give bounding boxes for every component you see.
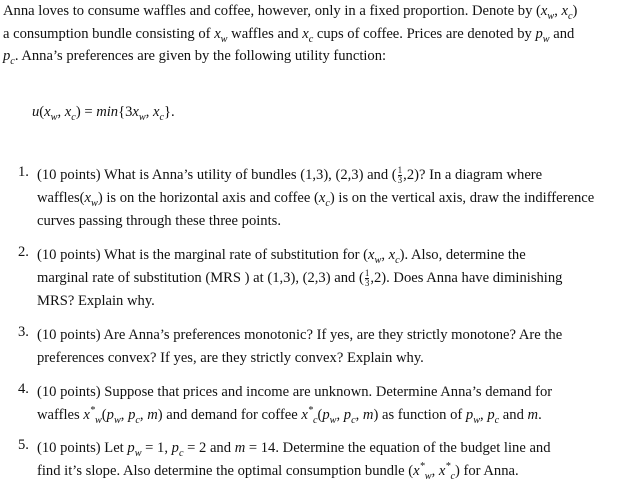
intro-line-3 xyxy=(3,45,624,68)
math-text: ) = xyxy=(75,104,97,120)
math-symbol: x xyxy=(84,190,92,206)
math-subscript: c xyxy=(178,447,184,459)
math-symbol: x xyxy=(438,463,446,479)
question-line: waffles $x^*_w(p_w$, $p_c$, m) and demand for coffee $x^*_c(p_w$, $p_c$, m) as function of $p_w$, $p_c$ and m. xyxy=(37,405,542,426)
math-symbol: p xyxy=(3,48,11,64)
utility-function xyxy=(32,104,175,121)
fraction-denominator: 3 xyxy=(397,175,403,186)
question-text: (10 points) Suppose that prices and income are unknown. Determine Anna’s demand for xyxy=(37,384,553,400)
fraction-one-third xyxy=(365,269,370,288)
math-subscript: c xyxy=(159,111,165,123)
math-symbol: p xyxy=(343,407,352,423)
math-symbol: p xyxy=(535,25,543,42)
question-number: 1. xyxy=(18,164,29,180)
math-subscript: w xyxy=(547,10,555,22)
intro-text: and xyxy=(549,25,575,42)
question-line xyxy=(37,437,624,460)
math-superscript: * xyxy=(445,461,451,473)
intro-line-1: Anna loves to consume waffles and coffee, however, only in a fixed proportion. Denote by ($x_w$, $x_c$) xyxy=(3,3,578,22)
question-line: find it’s slope. Also determine the optimal consumption bundle ($x^*_w$, $x^*_c$) for Anna. xyxy=(37,461,519,482)
question-text: ). Also, determine the xyxy=(399,247,526,263)
math-subscript: w xyxy=(134,447,142,459)
math-subscript: w xyxy=(542,33,550,45)
math-subscript: c xyxy=(308,33,314,45)
math-symbol: p xyxy=(127,440,135,456)
math-subscript: w xyxy=(50,111,58,123)
question-text: waffles xyxy=(37,407,84,423)
question-text: ) is on the vertical axis, draw the indifference xyxy=(329,190,595,206)
math-symbol: p xyxy=(465,407,474,423)
question-line xyxy=(37,324,624,347)
math-subscript: c xyxy=(312,414,318,426)
fraction-denominator: 3 xyxy=(364,278,370,289)
question-text: ,2)? In a diagram where xyxy=(403,167,543,183)
question-text: MRS? Explain why. xyxy=(37,293,155,309)
math-symbol: m xyxy=(147,407,158,423)
intro-text: . Anna’s preferences are given by the following utility function: xyxy=(14,48,387,64)
math-symbol: x xyxy=(388,247,396,263)
question-text: find it’s slope. Also determine the optimal consumption bundle ( xyxy=(37,463,414,479)
math-subscript: c xyxy=(494,414,500,426)
math-subscript: w xyxy=(220,33,228,45)
math-symbol: x xyxy=(132,104,139,120)
math-symbol: p xyxy=(128,407,136,423)
math-text: ( xyxy=(39,104,45,120)
question-text: ) is on the horizontal axis and coffee ( xyxy=(97,190,319,206)
intro-line-2 xyxy=(3,23,624,46)
question-text: (10 points) What is the marginal rate of substitution for ( xyxy=(37,247,369,263)
question-number: 2. xyxy=(18,244,29,260)
math-symbol: x xyxy=(301,407,308,423)
math-symbol: x xyxy=(44,104,51,120)
question-line xyxy=(37,210,624,233)
question-body xyxy=(37,164,624,233)
question-text: preferences convex? If yes, are they strictly convex? Explain why. xyxy=(37,350,424,366)
question-text: = 14. Determine the equation of the budget line and xyxy=(245,440,551,456)
fraction-numerator: 1 xyxy=(397,165,403,176)
math-subscript: w xyxy=(94,414,102,426)
math-symbol: x xyxy=(540,3,548,19)
math-symbol: x xyxy=(64,104,72,120)
math-subscript: w xyxy=(138,111,146,123)
math-text: }. xyxy=(164,104,175,120)
math-subscript: c xyxy=(71,111,76,123)
question-text: curves passing through these three points. xyxy=(37,213,281,229)
math-symbol: x xyxy=(83,407,90,423)
question-text: as function of xyxy=(378,407,466,423)
question-body xyxy=(37,244,624,313)
math-symbol: p xyxy=(487,407,495,423)
question-line xyxy=(37,164,624,187)
math-subscript: c xyxy=(351,414,356,426)
math-subscript: w xyxy=(91,197,98,209)
math-symbol: x xyxy=(368,247,375,263)
question-number: 3. xyxy=(18,324,29,340)
question-text: . xyxy=(538,407,542,423)
question-line: (10 points) What is the marginal rate of substitution for ($x_w$, $x_c$). Also, determine the xyxy=(37,247,526,266)
math-symbol: p xyxy=(322,407,330,423)
math-subscript: c xyxy=(450,470,456,482)
intro-text: ) xyxy=(572,3,578,19)
math-subscript: w xyxy=(374,254,382,266)
intro-text: Anna loves to consume waffles and coffee, however, only in a fixed proportion. Denote by ( xyxy=(3,3,541,19)
question-text: = 1, xyxy=(141,440,172,456)
question-text: marginal rate of substitution (MRS ) at (1,3), (2,3) and ( xyxy=(37,270,364,286)
fraction-numerator: 1 xyxy=(364,268,370,279)
math-subscript: c xyxy=(567,10,573,22)
question-number: 5. xyxy=(18,437,29,453)
question-line xyxy=(37,347,624,370)
math-symbol: m xyxy=(362,407,374,423)
math-symbol: x xyxy=(561,3,568,19)
question-line xyxy=(37,187,624,210)
question-body xyxy=(37,437,624,483)
math-symbol: x xyxy=(214,25,221,42)
math-text: {3 xyxy=(118,104,133,120)
intro-text: cups of coffee. Prices are denoted by xyxy=(313,25,536,42)
problem-intro xyxy=(3,0,624,68)
question-text: = 2 and xyxy=(183,440,235,456)
math-subscript: w xyxy=(329,414,337,426)
intro-text: waffles and xyxy=(227,25,303,42)
math-superscript: * xyxy=(89,405,95,417)
math-symbol: m xyxy=(527,407,539,423)
question-text: waffles( xyxy=(37,190,85,206)
math-subscript: w xyxy=(424,470,432,482)
math-symbol: x xyxy=(302,25,309,42)
fraction-one-third xyxy=(398,166,403,185)
math-function: min xyxy=(96,104,119,120)
math-symbol: m xyxy=(234,440,246,456)
question-line xyxy=(37,267,624,290)
math-symbol: p xyxy=(171,440,179,456)
math-superscript: * xyxy=(307,405,313,417)
math-symbol: p xyxy=(106,407,114,423)
math-subscript: c xyxy=(325,197,330,209)
intro-text: a consumption bundle consisting of xyxy=(3,25,215,42)
question-text: (10 points) What is Anna’s utility of bundles (1,3), (2,3) and ( xyxy=(37,167,397,183)
question-number: 4. xyxy=(18,381,29,397)
math-subscript: w xyxy=(113,414,121,426)
question-line xyxy=(37,381,624,404)
math-subscript: w xyxy=(473,414,481,426)
math-superscript: * xyxy=(419,461,425,473)
math-symbol: x xyxy=(413,463,420,479)
question-text: and demand for coffee xyxy=(162,407,302,423)
math-subscript: c xyxy=(10,55,15,67)
math-symbol: x xyxy=(318,190,326,206)
math-subscript: c xyxy=(395,254,400,266)
question-line xyxy=(37,290,624,313)
math-symbol: u xyxy=(32,104,40,120)
question-body xyxy=(37,381,624,427)
question-text: ) for Anna. xyxy=(455,463,519,479)
math-symbol: x xyxy=(153,104,160,120)
question-text: (10 points) Let xyxy=(37,440,128,456)
question-text: and xyxy=(499,407,528,423)
question-body xyxy=(37,324,624,370)
math-subscript: c xyxy=(135,414,140,426)
question-text: (10 points) Are Anna’s preferences monotonic? If yes, are they strictly monotone? Are the xyxy=(37,327,563,343)
math-text: , xyxy=(57,104,65,120)
question-text: ,2). Does Anna have diminishing xyxy=(370,270,563,286)
math-text: , xyxy=(145,104,154,120)
